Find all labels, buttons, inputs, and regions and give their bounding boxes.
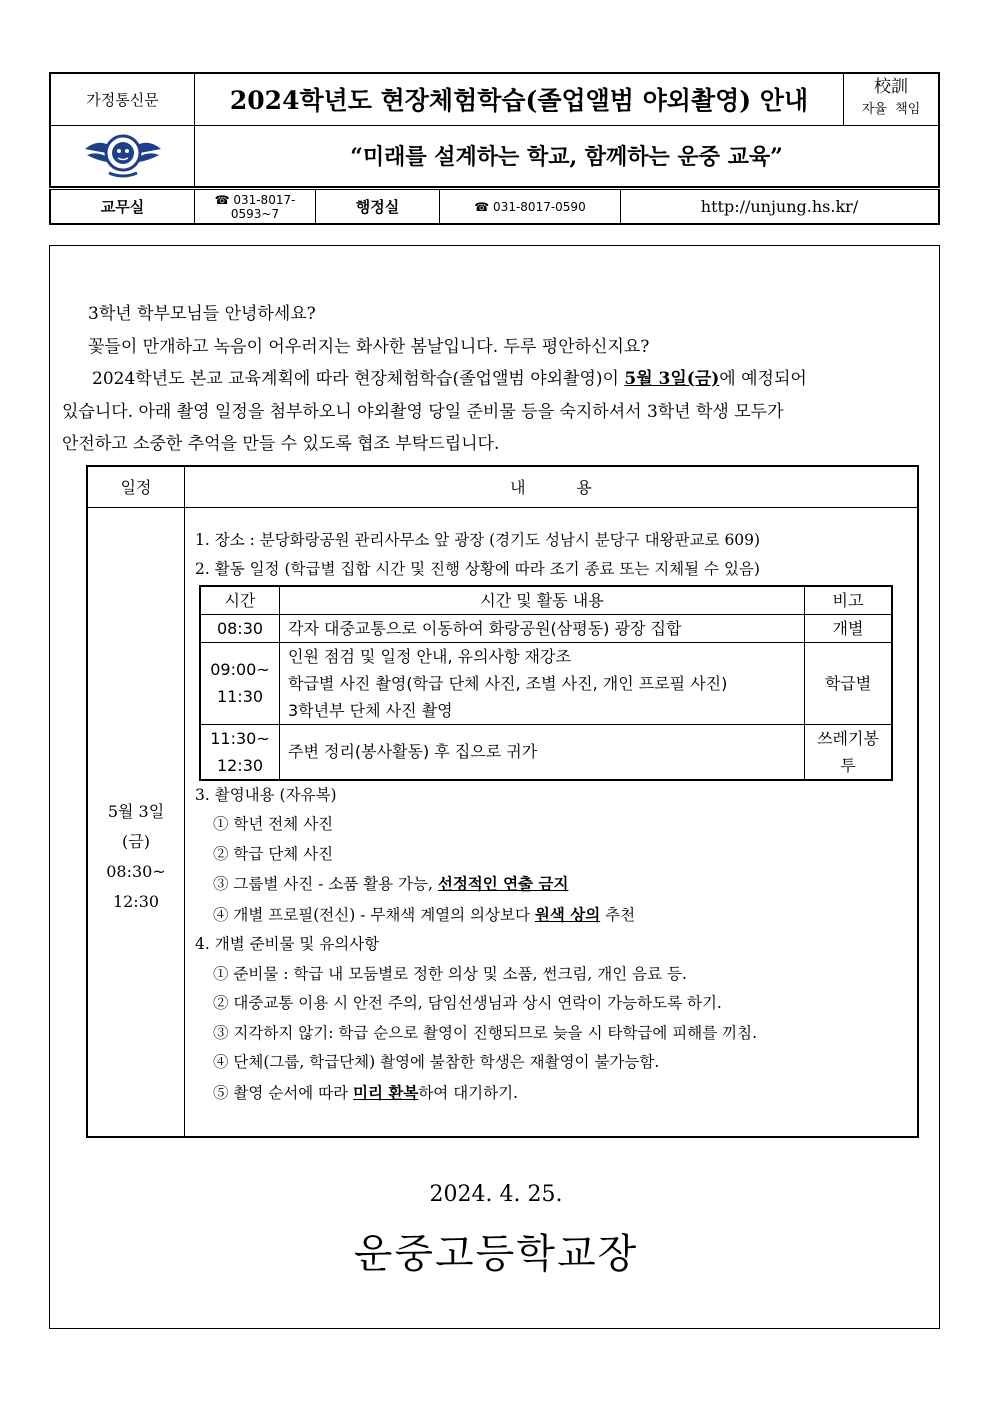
photo-item-2: ② 학급 단체 사진 [213,844,334,863]
schedule-date-cell: 5월 3일 (금) 08:30~ 12:30 [87,507,185,1137]
location-item: 1. 장소 : 분당화랑공원 관리사무소 앞 광장 (경기도 성남시 분당구 대왕판교로 609) [195,530,761,549]
season-line: 꽃들이 만개하고 녹음이 어우러지는 화사한 봄날입니다. 두루 평안하신지요? [88,336,650,357]
letter-line-4: 있습니다. 아래 촬영 일정을 첨부하오니 야외촬영 당일 준비물 등을 숙지하셔서 3학년 학생 모두가 [62,401,784,422]
schedule-intro-line: 2024학년도 본교 교육계획에 따라 현장체험학습(졸업앨범 야외촬영)이 5월 3일(금)에 예정되어 [92,369,807,389]
schedule-content-cell [185,507,919,1137]
schedule-col-date-header: 일정 [87,466,185,507]
document-title: 2024학년도 현장체험학습(졸업앨범 야외촬영) 안내 [195,73,844,125]
header-table [49,72,940,188]
schedule-table [86,465,919,1138]
motto-value: 자율 책임 [861,102,921,117]
table-row: 11:30~ 12:30 주변 정리(봉사활동) 후 집으로 귀가 쓰레기봉 투 [200,724,892,780]
photo-item-3: ③ 그룹별 사진 - 소품 활용 가능, 선정적인 연출 금지 [213,874,569,893]
principal-signature: 운중고등학교장 [353,1231,639,1277]
school-emblem-icon [83,129,163,179]
table-row: 08:30 각자 대중교통으로 이동하여 화랑공원(삼평동) 광장 집합 개별 [200,614,892,642]
greeting-line: 3학년 학부모님들 안녕하세요? [88,304,316,324]
contact-table [49,189,940,225]
school-logo-cell [50,125,195,187]
table-row: 09:00~ 11:30 인원 점검 및 일정 안내, 유의사항 재강조 학급별 사진 촬영(학급 단체 사진, 조별 사진, 개인 프로필 사진) 3학년부 단체 사진 촬영 학급별 [200,642,892,724]
activity-timetable [199,585,893,781]
event-date-highlight: 5월 3일(금) [624,369,720,389]
prep-item-4: ④ 단체(그룹, 학급단체) 촬영에 불참한 학생은 재촬영이 불가능함. [213,1053,660,1071]
letter-body [62,298,927,461]
photo-item-4: ④ 개별 프로필(전신) - 무채색 계열의 의상보다 원색 상의 추천 [213,904,636,924]
office1-label: 교무실 [50,190,195,225]
activity-schedule-item: 2. 활동 일정 (학급별 집합 시간 및 진행 상황에 따라 조기 종료 또는 지체될 수 있음) [195,560,760,578]
prep-item-3: ③ 지각하지 않기: 학급 순으로 촬영이 진행되므로 늦을 시 타학급에 피해를 끼침. [213,1023,758,1042]
letter-line-5: 안전하고 소중한 추억을 만들 수 있도록 협조 부탁드립니다. [62,434,500,454]
prep-item-5: ⑤ 촬영 순서에 따라 미리 환복하여 대기하기. [213,1082,519,1102]
preparation-heading: 4. 개별 준비물 및 유의사항 [195,935,380,953]
school-motto [844,73,940,125]
schedule-col-content-header: 내 용 [185,466,919,507]
school-slogan: “미래를 설계하는 학교, 함께하는 운중 교육” [195,125,940,187]
timetable-header-content: 시간 및 활동 내용 [280,586,805,615]
office2-label: 행정실 [316,190,440,225]
office2-phone: ☎ 031-8017-0590 [440,190,621,225]
motto-title: 校訓 [874,77,908,97]
timetable-header-time: 시간 [200,586,280,615]
photo-content-heading: 3. 촬영내용 (자유복) [195,785,337,804]
notice-type-label: 가정통신문 [50,73,195,125]
office1-phone: ☎ 031-8017-0593~7 [195,190,316,225]
timetable-header-note: 비고 [805,586,893,615]
website-link[interactable]: http://unjung.hs.kr/ [621,190,940,225]
photo-item-1: ① 학년 전체 사진 [213,815,334,833]
issue-date: 2024. 4. 25. [429,1182,563,1207]
prep-item-1: ① 준비물 : 학급 내 모둠별로 정한 의상 및 소품, 썬크림, 개인 음료 등. [213,964,687,983]
prep-item-2: ② 대중교통 이용 시 안전 주의, 담임선생님과 상시 연락이 가능하도록 하기. [213,994,722,1012]
